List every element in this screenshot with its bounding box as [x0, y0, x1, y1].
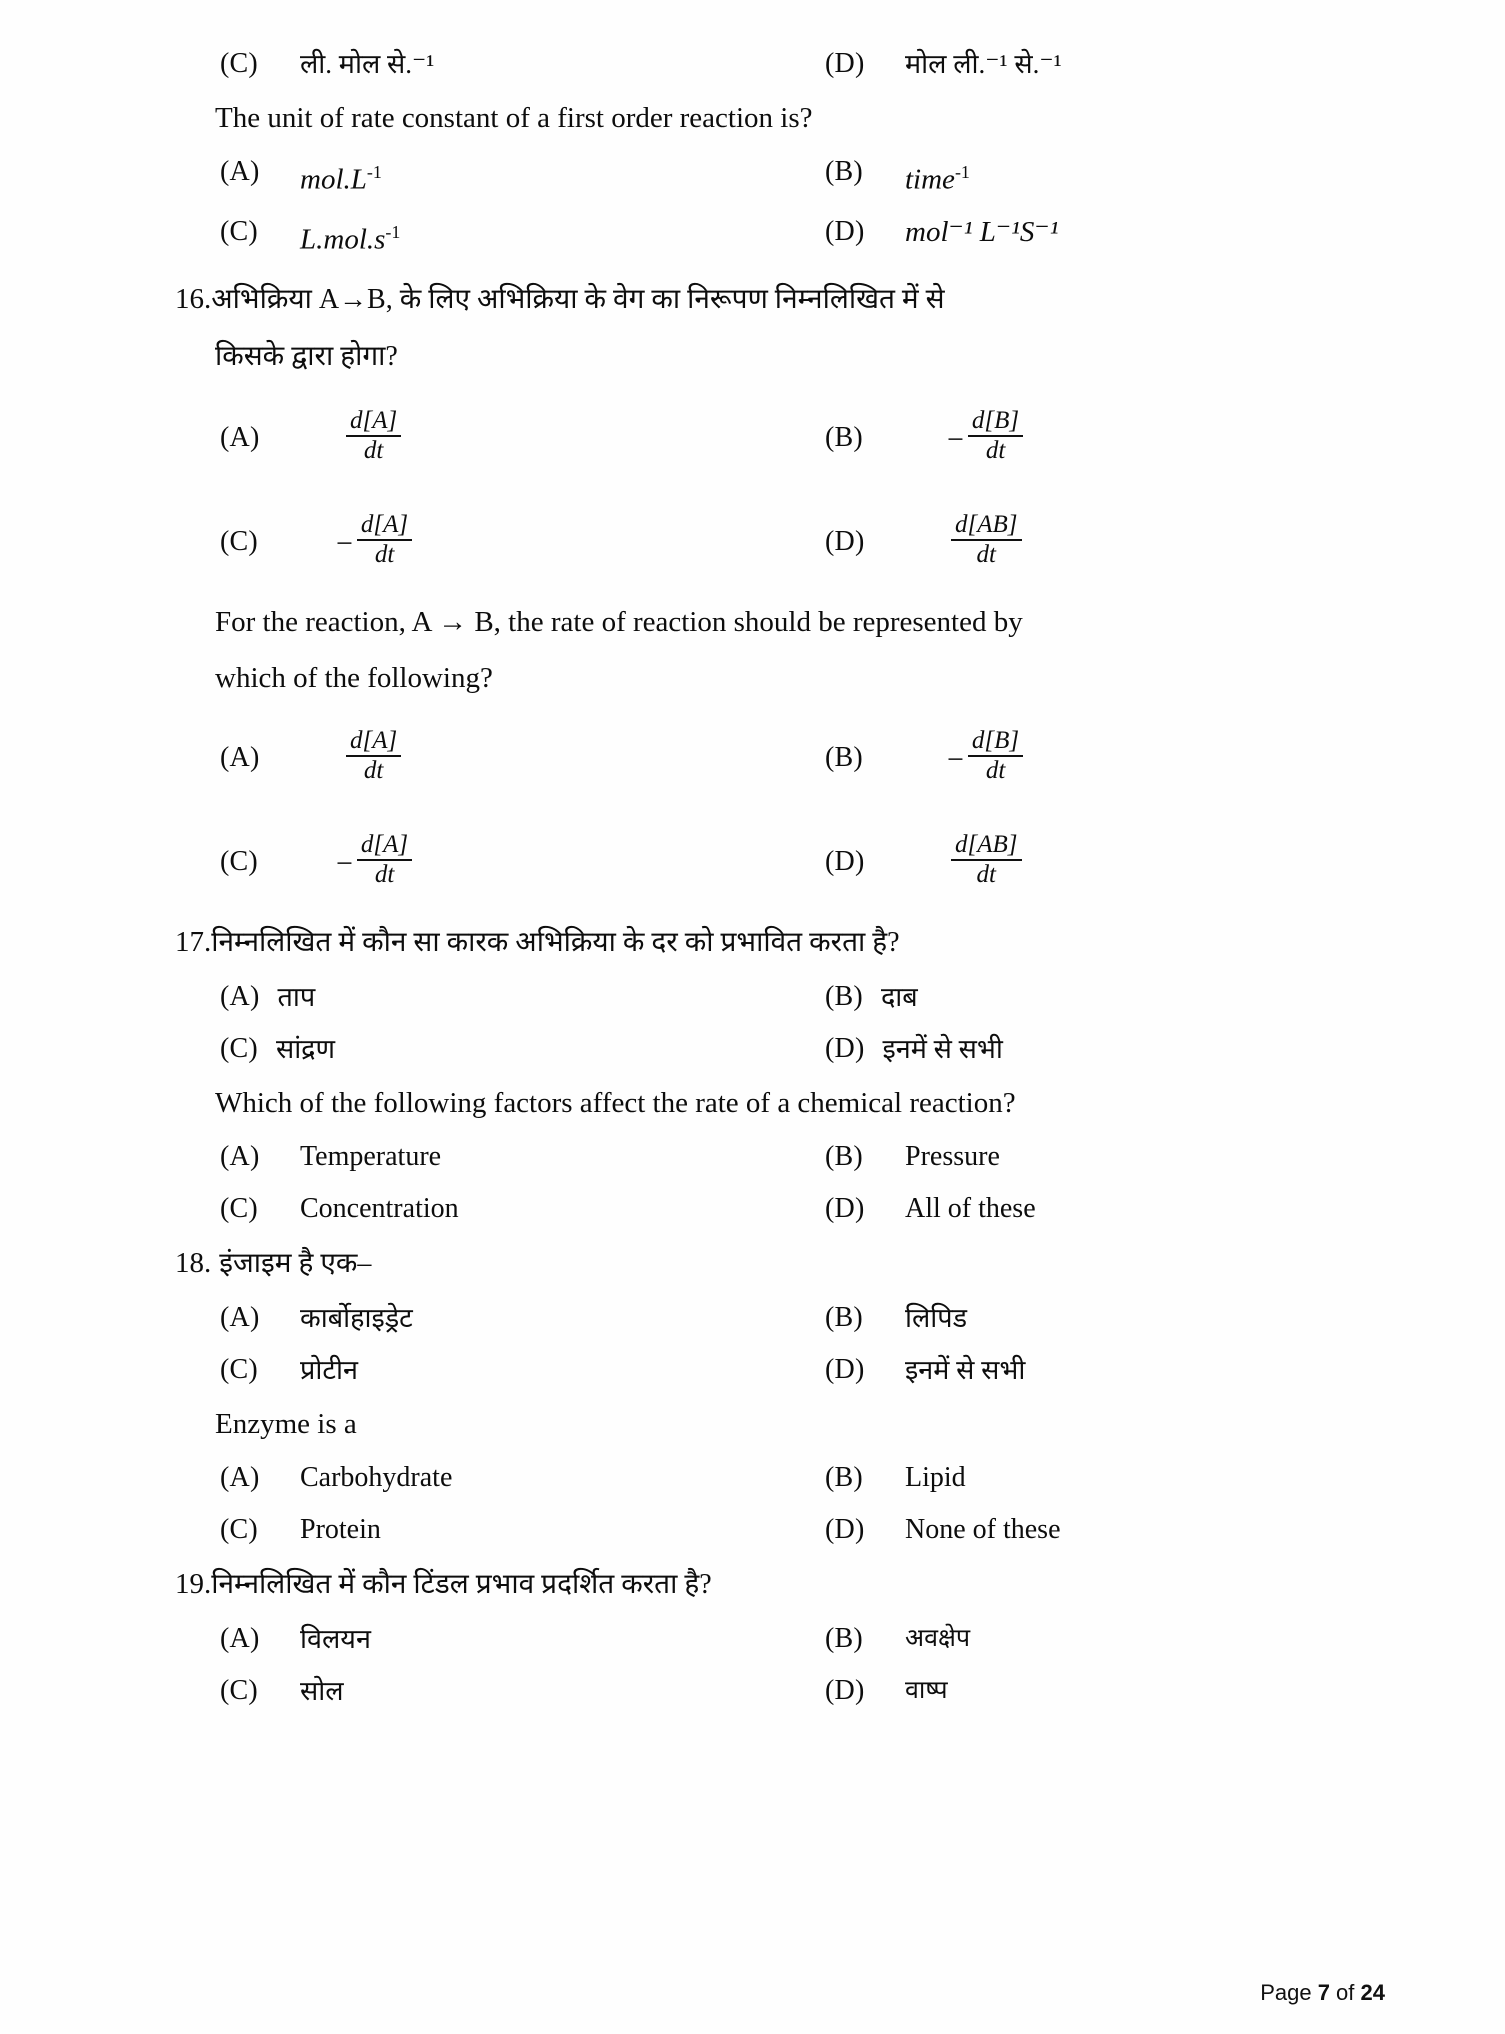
q16-hindi-text-1: अभिक्रिया A→B, के लिए अभिक्रिया के वेग का निरूपण निम्नलिखित में से	[211, 284, 945, 316]
fraction-numerator: d[A]	[350, 727, 398, 755]
option-c	[220, 1023, 825, 1075]
q18-hindi-options-cd	[175, 1344, 1430, 1396]
q18-hindi-text: इंजाइम है एक–	[219, 1248, 372, 1280]
q17-english-options-ab	[175, 1131, 1430, 1183]
option-text-a-en: Temperature	[300, 1141, 442, 1173]
q19-hindi-text: निम्नलिखित में कौन टिंडल प्रभाव प्रदर्शित करता है?	[211, 1569, 712, 1601]
option-tag-b: (B)	[825, 1302, 863, 1334]
option-d	[825, 38, 1430, 90]
option-tag-a-en: (A)	[220, 742, 260, 774]
option-tag-d: (D)	[825, 1033, 865, 1065]
q19-number: 19.	[175, 1568, 212, 1601]
q18-number: 18.	[175, 1247, 212, 1280]
q16-english-stem-line2: which of the following?	[215, 662, 493, 695]
q17-english-options-cd	[175, 1183, 1430, 1235]
option-text-b-en: Pressure	[905, 1141, 1000, 1173]
option-tag-a: (A)	[220, 156, 260, 187]
option-tag-b: (B)	[825, 981, 863, 1013]
option-text-d: वाष्प	[905, 1677, 948, 1705]
option-c	[220, 1665, 825, 1717]
minus-sign: −	[947, 743, 964, 777]
option-tag-b: (B)	[825, 156, 863, 187]
q15-hindi-options-cd	[175, 38, 1430, 90]
option-b	[825, 1292, 1430, 1344]
option-text-d: इनमें से सभी	[882, 1034, 1003, 1065]
option-a-en	[220, 1452, 825, 1504]
option-c	[220, 38, 825, 90]
fraction-c-en	[292, 833, 414, 891]
fraction-d-en	[897, 833, 1024, 891]
option-b	[825, 971, 1430, 1023]
minus-sign: −	[336, 527, 353, 561]
option-b	[825, 1613, 1430, 1665]
option-d-en	[825, 1504, 1430, 1556]
minus-sign: −	[947, 423, 964, 457]
fraction-denominator: dt	[968, 755, 1023, 785]
option-text-c-en: Protein	[300, 1514, 381, 1546]
option-d	[825, 1023, 1430, 1075]
q18-english-options-ab	[175, 1452, 1430, 1504]
option-tag-b-en: (B)	[825, 742, 863, 774]
option-c-en	[220, 833, 825, 891]
option-d	[825, 513, 1430, 571]
option-tag-a: (A)	[220, 422, 260, 454]
q15-english-options-ab	[175, 146, 1430, 206]
option-tag-b: (B)	[825, 1623, 863, 1655]
q17-hindi-text: निम्नलिखित में कौन सा कारक अभिक्रिया के दर को प्रभावित करता है?	[211, 927, 900, 959]
fraction-c	[292, 513, 414, 571]
option-b	[825, 409, 1430, 467]
option-tag-c: (C)	[220, 1675, 258, 1707]
option-tag-a: (A)	[220, 981, 260, 1013]
option-tag-a-en: (A)	[220, 1462, 260, 1494]
fraction-denominator: dt	[951, 539, 1022, 569]
option-text-a: विलयन	[300, 1624, 371, 1655]
option-tag-c: (C)	[220, 526, 258, 558]
fraction-a-en	[292, 729, 403, 787]
option-tag-c-en: (C)	[220, 846, 258, 878]
fraction-numerator: d[AB]	[955, 831, 1018, 859]
option-tag-c-en: (C)	[220, 1193, 258, 1225]
fraction-b-en	[897, 729, 1025, 787]
q19-hindi-stem	[175, 1556, 1385, 1613]
option-d	[825, 1665, 1430, 1717]
q17-hindi-options-cd	[175, 1023, 1430, 1075]
q16-english-options-ab	[175, 706, 1430, 810]
option-text-b: लिपिड	[905, 1303, 968, 1334]
minus-sign: −	[336, 847, 353, 881]
option-a-en	[220, 1131, 825, 1183]
option-tag-c: (C)	[220, 1033, 258, 1065]
option-text-c: सांद्रण	[275, 1034, 336, 1065]
option-text-c-en: $L.mol.s^{-1}$	[300, 221, 401, 256]
option-text-b: time$^{-1}$	[905, 162, 970, 196]
option-tag-d-en: (D)	[825, 1514, 865, 1546]
option-text-d-en: None of these	[905, 1514, 1061, 1546]
footer-prefix: Page	[1260, 1980, 1318, 2005]
q17-number: 17.	[175, 926, 212, 959]
option-a	[220, 1292, 825, 1344]
option-a	[220, 409, 825, 467]
option-tag-d-en: (D)	[825, 215, 865, 247]
option-c-en	[220, 1183, 825, 1235]
option-text-d-en: mol⁻¹ L⁻¹S⁻¹	[905, 215, 1059, 248]
footer-page-number: 7	[1317, 1980, 1330, 2005]
q16-number: 16.	[175, 283, 212, 316]
q18-hindi-options-ab	[175, 1292, 1430, 1344]
option-d-en	[825, 206, 1430, 258]
q18-english-stem: Enzyme is a	[215, 1408, 357, 1441]
option-b-en	[825, 1131, 1430, 1183]
option-a	[220, 971, 825, 1023]
q16-hindi-options-cd	[175, 490, 1430, 594]
option-tag-d: (D)	[825, 1675, 865, 1707]
fraction-denominator: dt	[968, 435, 1023, 465]
option-tag-d: (D)	[825, 1354, 865, 1386]
option-b-en	[825, 1452, 1430, 1504]
option-tag-d-en: (D)	[825, 846, 865, 878]
q15-english-stem: The unit of rate constant of a first order reaction is?	[215, 102, 813, 134]
option-tag-a: (A)	[220, 1623, 260, 1655]
q17-english-stem: Which of the following factors affect the rate of a chemical reaction?	[215, 1087, 1016, 1120]
q16-english-stem-line1: For the reaction, A → B, the rate of reaction should be represented by	[215, 606, 1023, 639]
q18-english-options-cd	[175, 1504, 1430, 1556]
option-tag-b: (B)	[825, 422, 863, 454]
fraction-numerator: d[A]	[350, 407, 398, 435]
option-b	[825, 146, 1430, 206]
option-d	[825, 1344, 1430, 1396]
page-footer	[1260, 1980, 1385, 2006]
q19-hindi-options-ab	[175, 1613, 1430, 1665]
option-tag-a-en: (A)	[220, 1141, 260, 1173]
q18-hindi-stem	[175, 1235, 1385, 1292]
option-text-a: कार्बोहाइड्रेट	[300, 1303, 413, 1334]
option-tag-c: (C)	[220, 48, 258, 79]
fraction-numerator: d[AB]	[955, 511, 1018, 539]
option-text-b: दाब	[880, 982, 918, 1013]
option-c	[220, 513, 825, 571]
option-tag-c-en: (C)	[220, 215, 258, 247]
q19-hindi-options-cd	[175, 1665, 1430, 1717]
fraction-a	[292, 409, 403, 467]
fraction-denominator: dt	[346, 755, 401, 785]
option-tag-d-en: (D)	[825, 1193, 865, 1225]
option-text-d: इनमें से सभी	[905, 1355, 1026, 1386]
option-a	[220, 1613, 825, 1665]
q15-english-options-cd	[175, 206, 1430, 266]
option-tag-c: (C)	[220, 1354, 258, 1386]
fraction-numerator: d[B]	[971, 407, 1020, 435]
fraction-denominator: dt	[951, 859, 1022, 889]
q17-hindi-options-ab	[175, 971, 1430, 1023]
fraction-denominator: dt	[357, 859, 412, 889]
option-c-en	[220, 206, 825, 266]
option-text-a: $mol.L^{-1}$	[300, 162, 382, 196]
option-text-b-en: Lipid	[905, 1462, 966, 1494]
fraction-b	[897, 409, 1025, 467]
option-d-en	[825, 833, 1430, 891]
option-text-a: ताप	[277, 982, 316, 1013]
q16-hindi-options-ab	[175, 386, 1430, 490]
option-a	[220, 146, 825, 206]
fraction-denominator: dt	[346, 435, 401, 465]
option-text-d-en: All of these	[905, 1193, 1036, 1225]
fraction-numerator: d[A]	[360, 511, 409, 539]
fraction-numerator: d[A]	[360, 831, 409, 859]
q16-english-options-cd	[175, 810, 1430, 914]
option-c-en	[220, 1504, 825, 1556]
q17-hindi-stem	[175, 914, 1385, 971]
option-tag-b-en: (B)	[825, 1141, 863, 1173]
option-tag-d: (D)	[825, 48, 865, 79]
option-d-en	[825, 1183, 1430, 1235]
option-c	[220, 1344, 825, 1396]
option-tag-c-en: (C)	[220, 1514, 258, 1546]
option-tag-b-en: (B)	[825, 1462, 863, 1494]
option-a-en	[220, 729, 825, 787]
option-tag-a: (A)	[220, 1302, 260, 1334]
option-text-c: ली. मोल से.⁻¹	[300, 49, 435, 79]
option-text-c: प्रोटीन	[300, 1355, 358, 1386]
option-text-a-en: Carbohydrate	[300, 1462, 453, 1494]
option-text-d: मोल ली.⁻¹ से.⁻¹	[905, 49, 1062, 79]
option-b-en	[825, 729, 1430, 787]
fraction-numerator: d[B]	[971, 727, 1020, 755]
option-text-c-en: Concentration	[300, 1193, 459, 1225]
fraction-d	[897, 513, 1024, 571]
option-text-c: सोल	[300, 1676, 344, 1707]
q16-hindi-stem-line2: किसके द्वारा होगा?	[215, 341, 398, 373]
fraction-denominator: dt	[357, 539, 412, 569]
footer-middle: of	[1329, 1980, 1361, 2005]
q16-hindi-stem-line1	[175, 271, 1385, 328]
footer-total-pages: 24	[1360, 1980, 1385, 2005]
option-text-b: अवक्षेप	[905, 1625, 971, 1653]
option-tag-d: (D)	[825, 526, 865, 558]
